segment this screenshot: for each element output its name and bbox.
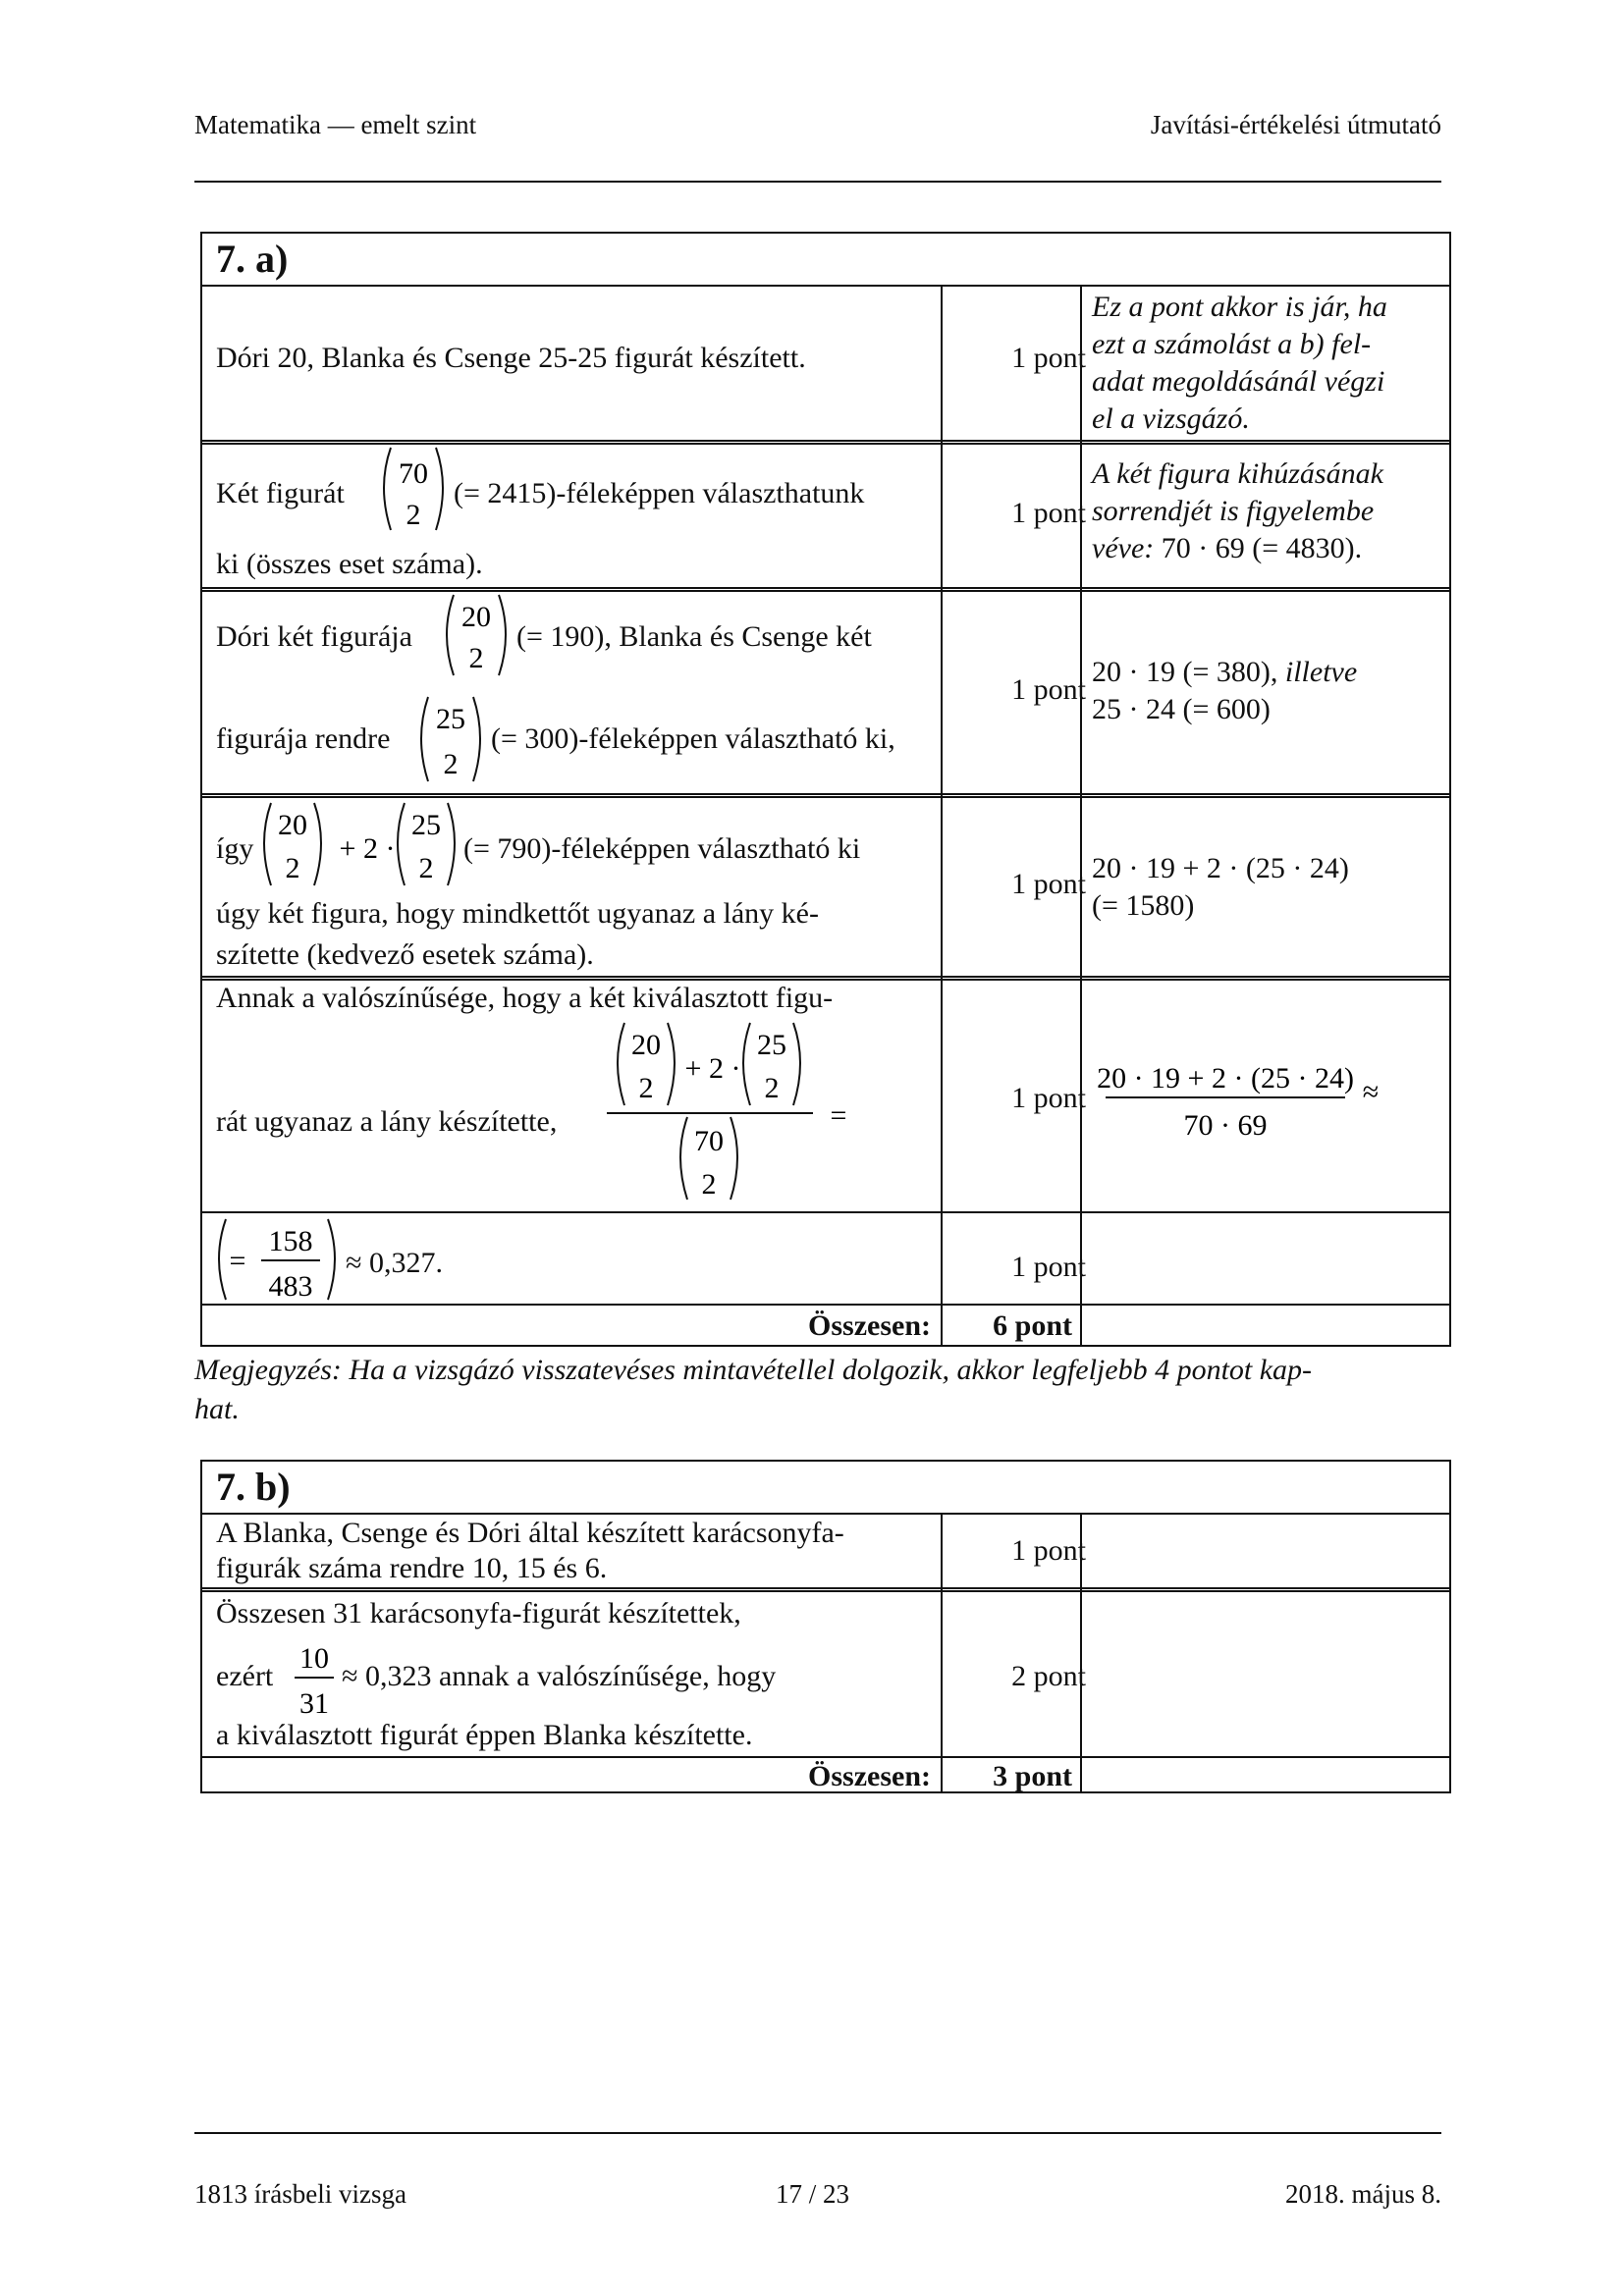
- svg-text:2: 2: [418, 852, 434, 884]
- note-line: Ez a pont akkor is jár, ha: [1092, 291, 1387, 323]
- fraction-10-31: [287, 1638, 346, 1721]
- task-7a-title: 7. a): [216, 237, 289, 281]
- remark-line: hat.: [194, 1393, 240, 1425]
- note-line: sorrendjét is figyelembe: [1092, 495, 1375, 527]
- note-line: 20 · 19 (= 380), illetve: [1092, 656, 1358, 688]
- footer-exam-id: 1813 írásbeli vizsga: [194, 2179, 406, 2209]
- column-divider: [941, 1513, 943, 1793]
- binomial-sum: [257, 797, 483, 895]
- column-divider: [941, 285, 943, 1347]
- svg-text:158: 158: [268, 1225, 313, 1257]
- solution-text: Dóri 20, Blanka és Csenge 25-25 figurát készített.: [216, 342, 806, 374]
- header-rule: [194, 181, 1441, 183]
- points-value: 1 pont: [1011, 342, 1086, 374]
- page-header-left: Matematika — emelt szint: [194, 110, 477, 139]
- points-value: 1 pont: [1011, 673, 1086, 706]
- task-7b-table: [200, 1460, 1451, 1793]
- svg-text:2: 2: [285, 852, 300, 884]
- grading-note: [1092, 850, 1445, 925]
- note-line: ezt a számolást a b) fel-: [1092, 328, 1372, 360]
- svg-text:31: 31: [299, 1687, 329, 1720]
- solution-text: A Blanka, Csenge és Dóri által készített karácsonyfa-: [216, 1517, 844, 1549]
- note-line: 25 · 24 (= 600): [1092, 693, 1271, 725]
- task-7b-title: 7. b): [216, 1465, 291, 1509]
- svg-text:483: 483: [268, 1270, 313, 1303]
- column-divider: [1080, 285, 1082, 1347]
- solution-text: figurák száma rendre 10, 15 és 6.: [216, 1552, 608, 1584]
- svg-text:20: 20: [278, 809, 307, 841]
- binomial-top: 70: [399, 457, 428, 490]
- solution-text: Dóri két figurája: [216, 620, 412, 653]
- points-value: 1 pont: [1011, 1251, 1086, 1283]
- binomial-25-2: [412, 691, 501, 793]
- svg-text:2: 2: [468, 642, 484, 674]
- points-value: 1 pont: [1011, 497, 1086, 529]
- page-number: 17 / 23: [776, 2179, 850, 2209]
- svg-text:=: =: [229, 1245, 246, 1277]
- solution-text: a kiválasztott figurát éppen Blanka készítette.: [216, 1719, 753, 1751]
- svg-text:=: =: [830, 1099, 847, 1132]
- total-value: 3 pont: [993, 1760, 1072, 1792]
- note-line: 20 · 19 + 2 · (25 · 24): [1092, 852, 1349, 884]
- probability-fraction: [607, 1017, 862, 1203]
- svg-text:20: 20: [461, 601, 491, 633]
- svg-text:20 · 19 + 2 · (25 · 24): 20 · 19 + 2 · (25 · 24): [1097, 1062, 1354, 1095]
- solution-text: ≈ 0,323 annak a valószínűsége, hogy: [342, 1660, 777, 1692]
- svg-text:+ 2 ·: + 2 ·: [684, 1052, 741, 1085]
- note-line: el a vizsgázó.: [1092, 402, 1250, 435]
- binomial-20-2: [438, 589, 526, 687]
- page-header-right: Javítási-értékelési útmutató: [1150, 110, 1441, 139]
- points-value: 2 pont: [1011, 1660, 1086, 1692]
- task-7a-table: [200, 232, 1451, 1347]
- solution-text: ki (összes eset száma).: [216, 548, 483, 580]
- solution-line: [216, 475, 345, 512]
- total-label: Összesen:: [808, 1309, 931, 1342]
- svg-text:2: 2: [443, 748, 459, 780]
- remark-line: Megjegyzés: Ha a vizsgázó visszatevéses mintavétellel dolgozik, akkor legfeljebb 4 pontot kap-: [194, 1354, 1313, 1386]
- solution-text: ≈ 0,327.: [346, 1247, 443, 1279]
- points-value: 1 pont: [1011, 868, 1086, 900]
- row-divider: [202, 1304, 1449, 1306]
- svg-text:2: 2: [701, 1168, 717, 1201]
- solution-text: szítette (kedvező esetek száma).: [216, 938, 594, 971]
- svg-text:25: 25: [757, 1029, 786, 1061]
- grading-note: [1092, 289, 1445, 438]
- note-line: (= 1580): [1092, 889, 1195, 922]
- binomial-bottom: 2: [406, 499, 421, 531]
- svg-text:20: 20: [631, 1029, 661, 1061]
- remark: [194, 1351, 1451, 1429]
- row-divider: [202, 285, 1449, 287]
- svg-text:2: 2: [764, 1072, 780, 1104]
- svg-text:70 · 69: 70 · 69: [1183, 1109, 1268, 1142]
- footer-date: 2018. május 8.: [1285, 2179, 1441, 2209]
- row-divider: [202, 587, 1449, 592]
- grading-note: [1092, 654, 1445, 728]
- note-line: A két figura kihúzásának: [1092, 457, 1383, 490]
- footer-rule: [194, 2132, 1441, 2134]
- points-value: 1 pont: [1011, 1534, 1086, 1567]
- solution-text: Annak a valószínűsége, hogy a két kiválasztott figu-: [216, 982, 834, 1014]
- svg-text:+ 2 ·: + 2 ·: [339, 832, 396, 865]
- total-value: 6 pont: [993, 1309, 1072, 1342]
- solution-text: figurája rendre: [216, 722, 391, 755]
- solution-text: Összesen 31 karácsonyfa-figurát készítettek,: [216, 1597, 741, 1629]
- solution-text: Két figurát: [216, 477, 345, 509]
- solution-text: (= 2415)-féleképpen választhatunk: [454, 477, 865, 509]
- svg-text:25: 25: [411, 809, 441, 841]
- solution-text: (= 790)-féleképpen választható ki: [463, 832, 861, 865]
- grading-note: [1092, 455, 1445, 567]
- solution-text: (= 300)-féleképpen választható ki,: [491, 722, 895, 755]
- svg-text:70: 70: [694, 1125, 724, 1157]
- solution-text: úgy két figura, hogy mindkettőt ugyanaz a lány ké-: [216, 897, 819, 930]
- total-label: Összesen:: [808, 1760, 931, 1792]
- svg-text:≈: ≈: [1362, 1076, 1380, 1108]
- points-value: 1 pont: [1011, 1082, 1086, 1114]
- svg-text:2: 2: [638, 1072, 654, 1104]
- row-divider: [202, 1587, 1449, 1592]
- svg-text:10: 10: [299, 1642, 329, 1675]
- solution-text: így: [216, 832, 254, 865]
- solution-text: rát ugyanaz a lány készítette,: [216, 1105, 558, 1138]
- svg-text:25: 25: [436, 703, 465, 735]
- row-divider: [202, 1211, 1449, 1213]
- solution-text: ezért: [216, 1660, 274, 1692]
- note-fraction: [1096, 1052, 1410, 1150]
- solution-text: (= 190), Blanka és Csenge két: [516, 620, 872, 653]
- note-line: véve: 70 · 69 (= 4830).: [1092, 532, 1363, 564]
- note-line: adat megoldásánál végzi: [1092, 365, 1385, 398]
